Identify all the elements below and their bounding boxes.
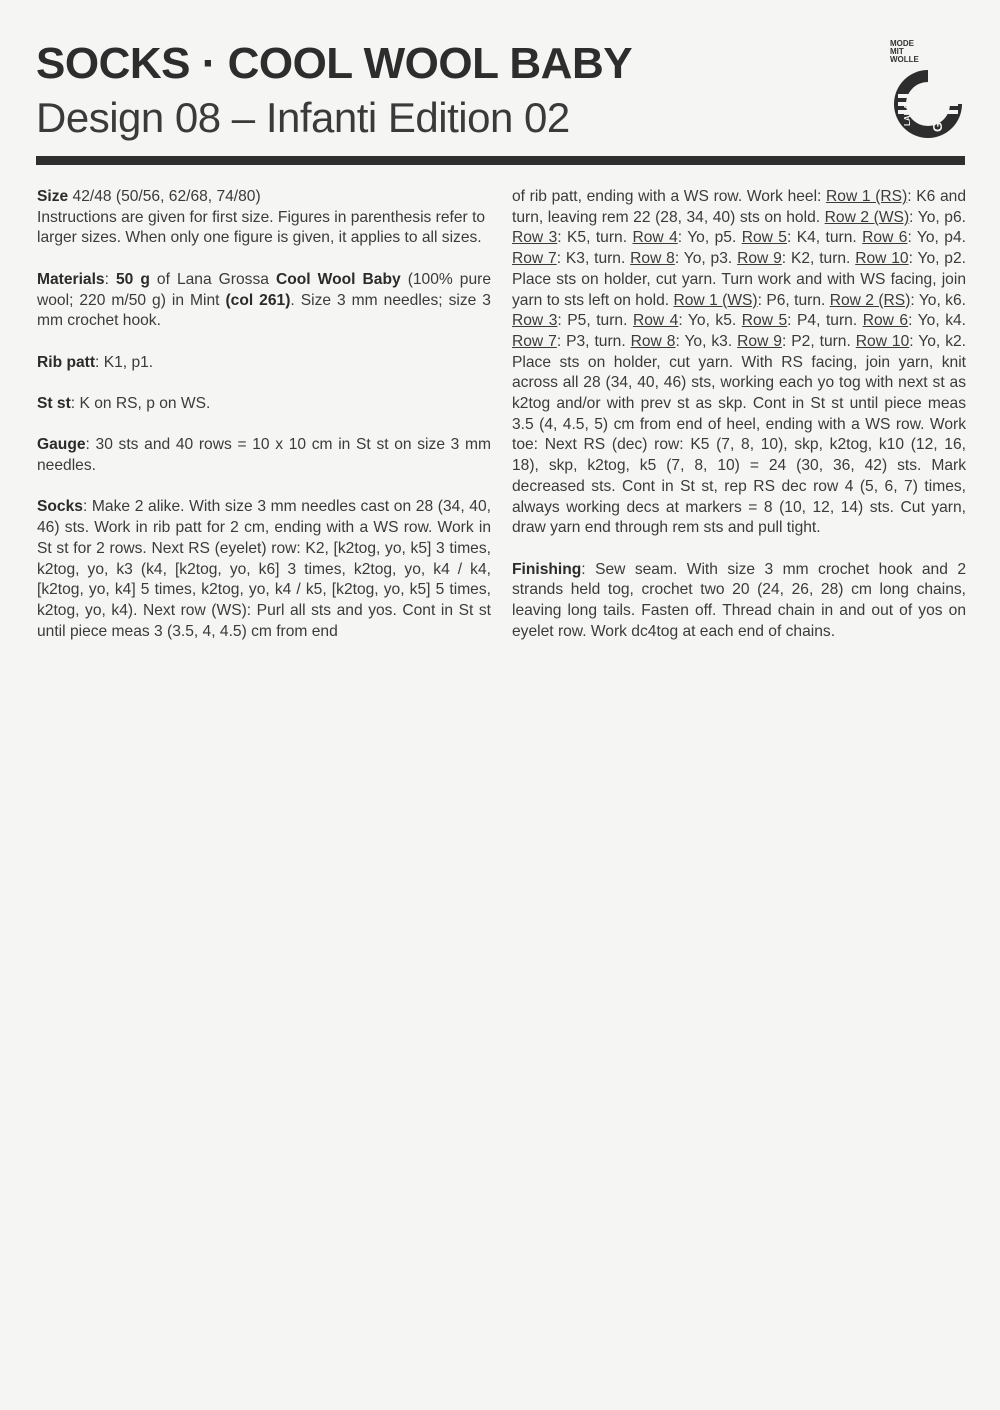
page-subtitle: Design 08 – Infanti Edition 02 — [36, 94, 570, 141]
lana-grossa-logo-icon — [890, 68, 966, 138]
page-header — [36, 40, 966, 160]
logo-word-lana: LANA — [903, 103, 912, 126]
section-finishing: Finishing: Sew seam. With size 3 mm crochet hook and 2 strands held tog, crochet two 20 (24, 26, 28) cm long chains, leaving long tails. Fasten off. Thread chain in and out of yos on eyelet row. Work dc4tog at each end of chains. — [512, 560, 966, 640]
section-socks-continued: of rib patt, ending with a WS row. Work heel: Row 1 (RS): K6 and turn, leaving rem 22 (28, 34, 40) sts on hold. Row 2 (WS): Yo, p6. Row 3: K5, turn. Row 4: Yo, p5. Row 5: K4, turn. Row 6: Yo, p4. Row 7: K3, turn. Row 8: Yo, p3. Row 9: K2, turn. Row 10: Yo, p2. Place sts on holder, cut yarn. Turn work and with WS facing, join yarn to sts left on hold. Row 1 (WS): P6, turn. Row 2 (RS): Yo, k6. Row 3: P5, turn. Row 4: Yo, k5. Row 5: P4, turn. Row 6: Yo, k4. Row 7: P3, turn. Row 8: Yo, k3. Row 9: P2, turn. Row 10: Yo, k2. Place sts on holder, cut yarn. With RS facing, join yarn, knit across all 28 (34, 40, 46) sts, working each yo tog with next st as k2tog and/or with prev st as skp. Cont in St st until piece meas 3.5 (4, 4.5, 5) cm from end of heel, ending with a WS row. Work toe: Next RS (dec) row: K5 (7, 8, 10), skp, k2tog, k10 (12, 16, 18), skp, k2tog, k5 (7, 8, 10) = 24 (30, 36, 42) sts. Mark decreased sts. Cont in St st, rep RS dec row 4 (5, 6, 7) times, always working decs at markers = 8 (10, 12, 14) sts. Cut yarn, draw yarn end through rem sts and pull tight. — [512, 188, 966, 537]
section-rib-patt: Rib patt: K1, p1. — [37, 353, 154, 371]
section-gauge: Gauge: 30 sts and 40 rows = 10 x 10 cm in St st on size 3 mm needles. — [37, 436, 491, 475]
section-size: Size 42/48 (50/56, 62/68, 74/80) Instructions are given for first size. Figures in parenthesis refer to larger sizes. When only one figure is given, it applies to all sizes. — [37, 188, 486, 247]
page-title: SOCKS · COOL WOOL BABY — [36, 39, 633, 88]
section-st-st: St st: K on RS, p on WS. — [37, 394, 211, 412]
section-socks: Socks: Make 2 alike. With size 3 mm needles cast on 28 (34, 40, 46) sts. Work in rib patt for 2 cm, ending with a WS row. Work in St st for 2 rows. Next RS (eyelet) row: K2, [k2tog, yo, k5] 3 times, k2tog, yo, k3 (k4, [k2tog, yo, k6] 3 times, k2tog, yo, k4 / k4, [k2tog, yo, k4] 5 times, k2tog, yo, k4 / k5, [k2tog, yo, k5] 5 times, k2tog, yo, k4). Next row (WS): Purl all sts and yos. Cont in St st until piece meas 3 (3.5, 4, 4.5) cm from end — [37, 498, 491, 640]
section-materials: Materials: 50 g of Lana Grossa Cool Wool Baby (100% pure wool; 220 m/50 g) in Mint (col 261). Size 3 mm needles; size 3 mm crochet hook. — [37, 270, 492, 330]
column-right — [512, 187, 966, 663]
logo-word-grossa: GROSSA — [930, 75, 945, 132]
brand-logo — [890, 40, 966, 140]
logo-tagline: MODE MIT WOLLE — [890, 39, 919, 64]
header-rule — [36, 156, 965, 165]
column-left — [37, 187, 491, 663]
